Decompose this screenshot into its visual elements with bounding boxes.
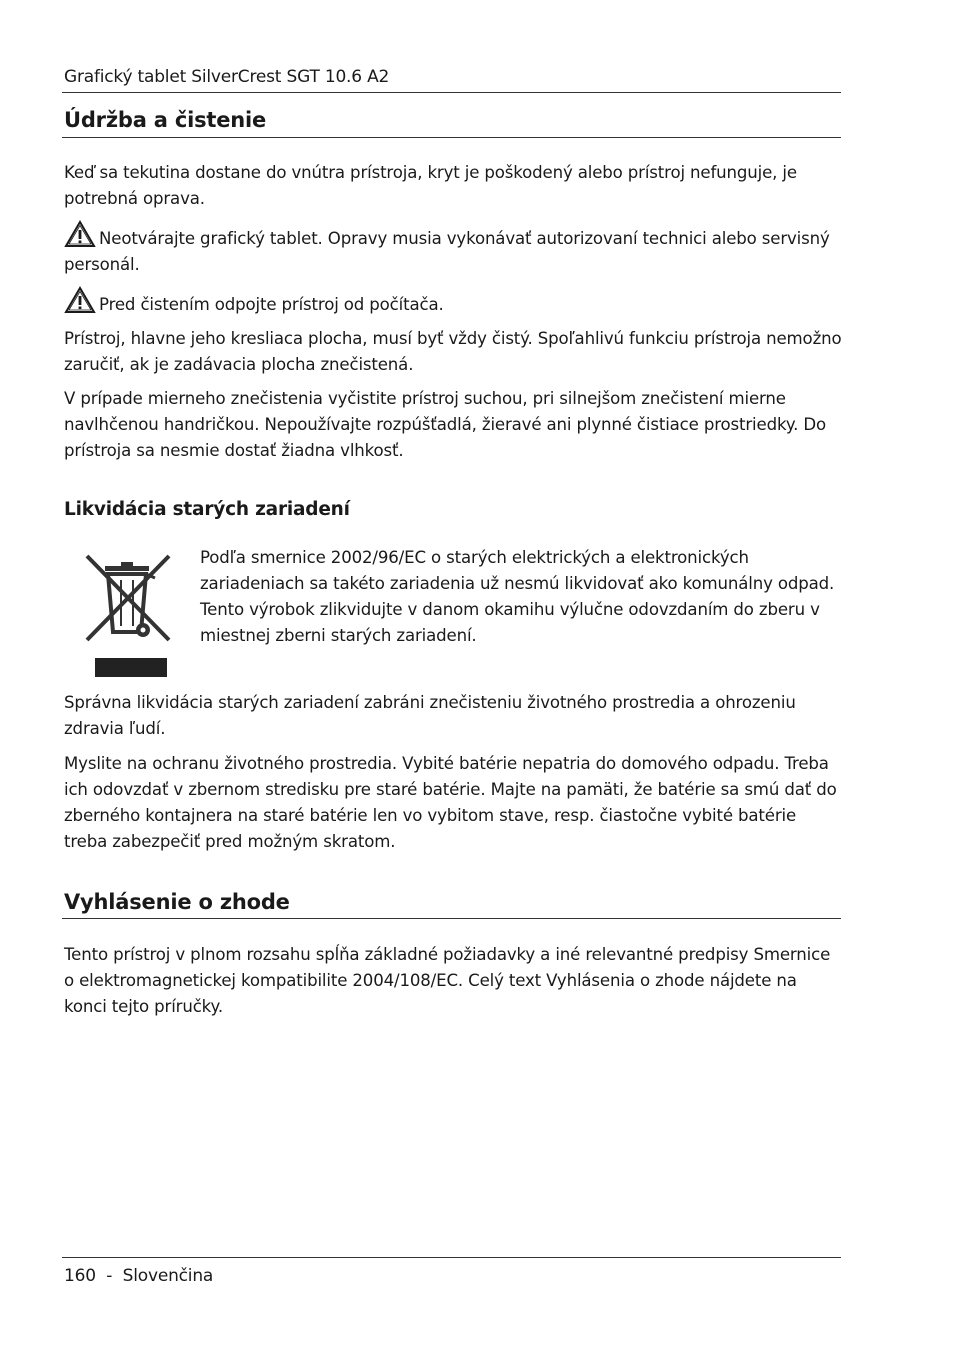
warning-2-text: Pred čistením odpojte prístroj od počítača. bbox=[99, 295, 444, 314]
conformity-paragraph-1: Tento prístroj v plnom rozsahu spĺňa základné požiadavky a iné relevantné predpisy Smernice o elektromagnetickej kompatibilite 2004/108/EC. Celý text Vyhlásenia o zhode nájdete na konci tejto príručky. bbox=[64, 945, 831, 1016]
section-rule-conformity bbox=[62, 918, 841, 919]
page-footer bbox=[64, 1265, 213, 1287]
maintenance-paragraph-2: Prístroj, hlavne jeho kresliaca plocha, musí byť vždy čistý. Spoľahlivú funkciu prístroja nemožno zaručiť, ak je zadávacia plocha znečistená. bbox=[64, 329, 842, 374]
page-number: 160 bbox=[64, 1266, 96, 1286]
warning-triangle-icon bbox=[64, 220, 96, 248]
section-rule-maintenance bbox=[62, 137, 841, 138]
section-title-disposal: Likvidácia starých zariadení bbox=[64, 499, 350, 520]
disposal-paragraph-2: Správna likvidácia starých zariadení zabráni znečisteniu životného prostredia a ohrozeniu zdravia ľudí. bbox=[64, 693, 796, 738]
maintenance-warning-1 bbox=[64, 220, 844, 278]
section-title-maintenance: Údržba a čistenie bbox=[64, 108, 267, 132]
disposal-paragraph-3: Myslite na ochranu životného prostredia. Vybité batérie nepatria do domového odpadu. Treba ich odovzdať v zbernom stredisku pre staré batérie. Majte na pamäti, že batérie sa smú dať do zberného kontajnera na staré batérie len vo vybitom stave, resp. čiastočne vybité batérie treba zabezpečiť pred možným skratom. bbox=[64, 754, 837, 851]
section-title-conformity: Vyhlásenie o zhode bbox=[64, 890, 290, 914]
disposal-paragraph-1: Podľa smernice 2002/96/EC o starých elektrických a elektronických zariadeniach sa takéto zariadenia už nesmú likvidovať ako komunálny odpad. Tento výrobok zlikvidujte v danom okamihu výlučne odovzdaním do zberu v miestnej zberni starých zariadení. bbox=[200, 548, 835, 645]
footer-language: Slovenčina bbox=[122, 1266, 214, 1286]
crossed-out-wheelie-bin-icon bbox=[83, 552, 177, 680]
footer-rule bbox=[62, 1257, 841, 1258]
maintenance-paragraph-3: V prípade mierneho znečistenia vyčistite prístroj suchou, pri silnejšom znečistení mierne navlhčenou handričkou. Nepoužívajte rozpúšťadlá, žieravé ani plynné čistiace prostriedky. Do prístroja sa nesmie dostať žiadna vlhkosť. bbox=[64, 389, 827, 460]
warning-1-text: Neotvárajte grafický tablet. Opravy musia vykonávať autorizovaní technici alebo servisný personál. bbox=[64, 229, 830, 274]
footer-separator: - bbox=[106, 1266, 113, 1286]
header-rule bbox=[62, 92, 841, 93]
maintenance-paragraph-1: Keď sa tekutina dostane do vnútra prístroja, kryt je poškodený alebo prístroj nefunguje, je potrebná oprava. bbox=[64, 163, 797, 208]
maintenance-warning-2 bbox=[64, 286, 844, 318]
warning-triangle-icon bbox=[64, 286, 96, 314]
running-header: Grafický tablet SilverCrest SGT 10.6 A2 bbox=[64, 67, 390, 87]
